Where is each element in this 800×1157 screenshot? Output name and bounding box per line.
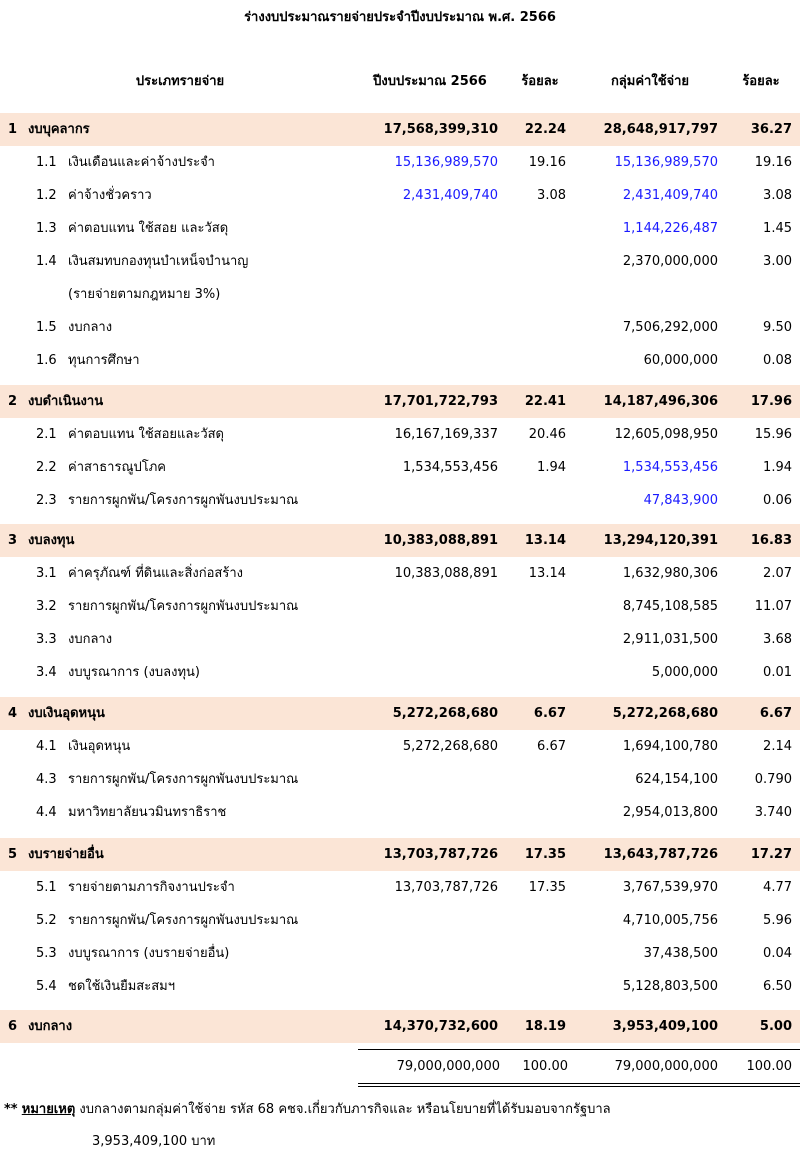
row-group-pct <box>720 278 792 311</box>
row-budget <box>340 656 498 689</box>
row-group-pct: 3.68 <box>763 632 792 647</box>
row-budget-pct <box>500 245 566 278</box>
row-index: 2 <box>8 394 18 409</box>
row-name: ทุนการศึกษา <box>68 353 140 368</box>
row-index: 3.4 <box>36 665 57 680</box>
row-group: 5,000,000 <box>651 665 718 680</box>
row-name: งบกลาง <box>68 320 113 335</box>
row-name: งบดำเนินงาน <box>28 394 104 409</box>
row-group: 14,187,496,306 <box>603 394 718 409</box>
row-budget-pct <box>500 278 566 311</box>
row-budget <box>340 311 498 344</box>
row-budget-pct <box>500 937 566 970</box>
row-budget-pct: 17.35 <box>528 880 566 895</box>
row-budget: 5,272,268,680 <box>402 739 498 754</box>
header-budget: ปีงบประมาณ 2566 <box>373 74 487 89</box>
row-budget: 5,272,268,680 <box>392 706 498 721</box>
row-budget: 16,167,169,337 <box>394 427 498 442</box>
table-row <box>0 871 800 904</box>
table-row <box>0 557 800 590</box>
row-index: 2.1 <box>36 427 57 442</box>
row-group <box>570 278 718 311</box>
row-budget <box>340 245 498 278</box>
row-budget: 10,383,088,891 <box>383 533 498 548</box>
total-group: 79,000,000,000 <box>614 1059 718 1074</box>
row-index: 4.3 <box>36 772 57 787</box>
page-title: ร่างงบประมาณรายจ่ายประจำปีงบประมาณ พ.ศ. 2566 <box>244 10 556 25</box>
row-budget-pct <box>500 484 566 517</box>
row-budget <box>340 796 498 829</box>
table-row <box>0 623 800 656</box>
row-budget-pct <box>500 212 566 245</box>
row-budget-pct <box>500 796 566 829</box>
row-group-pct: 9.50 <box>763 320 792 335</box>
row-group-pct: 11.07 <box>754 599 792 614</box>
row-group-pct: 3.00 <box>763 254 792 269</box>
row-group-pct: 6.50 <box>763 979 792 994</box>
row-budget: 17,701,722,793 <box>383 394 498 409</box>
row-budget <box>340 590 498 623</box>
row-group: 37,438,500 <box>643 946 718 961</box>
row-index: 4.4 <box>36 805 57 820</box>
row-budget-pct <box>500 311 566 344</box>
total-budget: 79,000,000,000 <box>396 1059 500 1074</box>
row-name: รายการผูกพัน/โครงการผูกพันงบประมาณ <box>68 493 299 508</box>
row-group: 2,911,031,500 <box>622 632 718 647</box>
row-group-pct: 17.96 <box>750 394 792 409</box>
row-budget-pct <box>500 763 566 796</box>
table-row <box>0 763 800 796</box>
row-group-pct: 0.06 <box>763 493 792 508</box>
row-name: งบเงินอุดหนุน <box>28 706 105 721</box>
row-name: มหาวิทยาลัยนวมินทราธิราช <box>68 805 227 820</box>
row-group: 2,431,409,740 <box>622 188 718 203</box>
row-budget <box>340 212 498 245</box>
row-budget: 15,136,989,570 <box>394 155 498 170</box>
row-group-pct: 15.96 <box>754 427 792 442</box>
row-group: 4,710,005,756 <box>622 913 718 928</box>
row-index: 5.3 <box>36 946 57 961</box>
total-group-pct: 100.00 <box>746 1059 792 1074</box>
row-group: 1,534,553,456 <box>622 460 718 475</box>
row-budget <box>340 937 498 970</box>
row-name: เงินสมทบกองทุนบำเหน็จบำนาญ <box>68 254 249 269</box>
total-budget-pct: 100.00 <box>522 1059 568 1074</box>
row-group-pct: 19.16 <box>754 155 792 170</box>
row-group-pct: 2.14 <box>763 739 792 754</box>
row-group-pct: 16.83 <box>750 533 792 548</box>
row-budget-pct <box>500 623 566 656</box>
table-row <box>0 278 800 311</box>
row-budget-pct: 17.35 <box>524 847 566 862</box>
category-row <box>0 385 800 418</box>
row-budget-pct: 22.41 <box>524 394 566 409</box>
row-budget: 14,370,732,600 <box>383 1019 498 1034</box>
row-group-pct: 17.27 <box>750 847 792 862</box>
table-row <box>0 970 800 1003</box>
row-name: งบกลาง <box>28 1019 73 1034</box>
row-budget-pct <box>500 970 566 1003</box>
row-budget-pct: 13.14 <box>528 566 566 581</box>
table-row <box>0 179 800 212</box>
table-row <box>0 730 800 763</box>
row-index: 3.1 <box>36 566 57 581</box>
row-index: 1.5 <box>36 320 57 335</box>
row-budget-pct: 1.94 <box>537 460 566 475</box>
row-group-pct: 0.08 <box>763 353 792 368</box>
row-budget-pct <box>500 904 566 937</box>
row-name: งบบูรณาการ (งบรายจ่ายอื่น) <box>68 946 230 961</box>
row-index: 1.2 <box>36 188 57 203</box>
table-row <box>0 146 800 179</box>
row-budget-pct: 3.08 <box>537 188 566 203</box>
row-name: รายการผูกพัน/โครงการผูกพันงบประมาณ <box>68 599 299 614</box>
row-name: งบบุคลากร <box>28 122 90 137</box>
row-name: ค่าตอบแทน ใช้สอย และวัสดุ <box>68 221 229 236</box>
row-group: 28,648,917,797 <box>603 122 718 137</box>
category-row <box>0 524 800 557</box>
footnote-label: หมายเหตุ <box>21 1102 76 1117</box>
row-budget <box>340 484 498 517</box>
row-name: ชดใช้เงินยืมสะสมฯ <box>68 979 176 994</box>
table-row <box>0 904 800 937</box>
header-type: ประเภทรายจ่าย <box>135 74 225 89</box>
row-index: 4 <box>8 706 18 721</box>
row-group-pct: 0.790 <box>754 772 792 787</box>
table-row <box>0 418 800 451</box>
row-group: 12,605,098,950 <box>614 427 718 442</box>
row-budget-pct <box>500 344 566 377</box>
row-index: 1.6 <box>36 353 57 368</box>
row-group-pct: 5.00 <box>759 1019 792 1034</box>
row-group: 60,000,000 <box>643 353 718 368</box>
category-row <box>0 1010 800 1043</box>
row-group: 8,745,108,585 <box>622 599 718 614</box>
table-row <box>0 451 800 484</box>
total-top-rule <box>358 1049 800 1050</box>
table-row <box>0 311 800 344</box>
row-index: 1.3 <box>36 221 57 236</box>
row-budget <box>340 904 498 937</box>
row-index: 1.4 <box>36 254 57 269</box>
row-index: 5.4 <box>36 979 57 994</box>
row-budget-pct: 19.16 <box>528 155 566 170</box>
row-index: 5.1 <box>36 880 57 895</box>
row-index: 3.3 <box>36 632 57 647</box>
row-group: 1,694,100,780 <box>622 739 718 754</box>
table-row <box>0 484 800 517</box>
header-group-pct: ร้อยละ <box>742 74 780 89</box>
table-row <box>0 656 800 689</box>
row-name: รายจ่ายตามภารกิจงานประจำ <box>68 880 235 895</box>
row-group: 3,953,409,100 <box>612 1019 718 1034</box>
row-index: 1 <box>8 122 18 137</box>
row-group: 13,294,120,391 <box>603 533 718 548</box>
row-name: ค่าสาธารณูปโภค <box>68 460 167 475</box>
row-name: ค่าครุภัณฑ์ ที่ดินและสิ่งก่อสร้าง <box>68 566 243 581</box>
row-budget <box>340 344 498 377</box>
row-budget <box>340 623 498 656</box>
row-group-pct: 0.04 <box>763 946 792 961</box>
row-budget: 13,703,787,726 <box>383 847 498 862</box>
row-name: งบรายจ่ายอื่น <box>28 847 104 862</box>
row-group: 15,136,989,570 <box>614 155 718 170</box>
total-double-rule-1 <box>358 1083 800 1084</box>
row-budget <box>340 763 498 796</box>
row-group-pct: 4.77 <box>763 880 792 895</box>
footnote-marker: ** <box>4 1102 18 1117</box>
category-row <box>0 697 800 730</box>
row-index: 4.1 <box>36 739 57 754</box>
row-group-pct: 5.96 <box>763 913 792 928</box>
table-row <box>0 937 800 970</box>
row-budget: 13,703,787,726 <box>394 880 498 895</box>
row-index: 5 <box>8 847 18 862</box>
row-name: รายการผูกพัน/โครงการผูกพันงบประมาณ <box>68 772 299 787</box>
row-group: 5,128,803,500 <box>622 979 718 994</box>
table-row <box>0 796 800 829</box>
row-group-pct: 2.07 <box>763 566 792 581</box>
row-budget-pct: 6.67 <box>533 706 566 721</box>
row-budget: 2,431,409,740 <box>402 188 498 203</box>
table-row <box>0 344 800 377</box>
table-row <box>0 590 800 623</box>
header-group: กลุ่มค่าใช้จ่าย <box>610 74 690 89</box>
table-row <box>0 212 800 245</box>
row-group: 2,370,000,000 <box>622 254 718 269</box>
footnote <box>4 1098 611 1119</box>
row-group: 7,506,292,000 <box>622 320 718 335</box>
row-budget: 17,568,399,310 <box>383 122 498 137</box>
row-index: 2.3 <box>36 493 57 508</box>
row-budget-pct: 20.46 <box>528 427 566 442</box>
row-index: 6 <box>8 1019 18 1034</box>
row-group-pct: 1.94 <box>763 460 792 475</box>
header-budget-pct: ร้อยละ <box>521 74 559 89</box>
category-row <box>0 113 800 146</box>
row-name: เงินเดือนและค่าจ้างประจำ <box>68 155 215 170</box>
total-double-rule-2 <box>358 1086 800 1087</box>
row-budget: 10,383,088,891 <box>394 566 498 581</box>
row-group: 1,632,980,306 <box>622 566 718 581</box>
row-group: 47,843,900 <box>643 493 718 508</box>
row-group: 3,767,539,970 <box>622 880 718 895</box>
row-group-pct: 1.45 <box>763 221 792 236</box>
row-group-pct: 3.08 <box>763 188 792 203</box>
row-index: 2.2 <box>36 460 57 475</box>
row-budget-pct: 18.19 <box>524 1019 566 1034</box>
row-group-pct: 6.67 <box>759 706 792 721</box>
row-group: 13,643,787,726 <box>603 847 718 862</box>
row-index: 5.2 <box>36 913 57 928</box>
row-index: 1.1 <box>36 155 57 170</box>
row-name: งบกลาง <box>68 632 113 647</box>
row-budget-pct <box>500 590 566 623</box>
row-group: 5,272,268,680 <box>612 706 718 721</box>
footnote-amount: 3,953,409,100 บาท <box>92 1134 216 1149</box>
row-budget <box>340 278 498 311</box>
row-budget <box>340 970 498 1003</box>
row-index: 3.2 <box>36 599 57 614</box>
row-name: เงินอุดหนุน <box>68 739 131 754</box>
row-name: (รายจ่ายตามกฎหมาย 3%) <box>68 287 221 302</box>
row-budget-pct: 22.24 <box>524 122 566 137</box>
row-name: งบบูรณาการ (งบลงทุน) <box>68 665 200 680</box>
row-name: งบลงทุน <box>28 533 75 548</box>
category-row <box>0 838 800 871</box>
row-budget-pct <box>500 656 566 689</box>
row-budget-pct: 13.14 <box>524 533 566 548</box>
row-group: 1,144,226,487 <box>622 221 718 236</box>
row-budget-pct: 6.67 <box>537 739 566 754</box>
row-budget: 1,534,553,456 <box>402 460 498 475</box>
row-index: 3 <box>8 533 18 548</box>
row-name: ค่าตอบแทน ใช้สอยและวัสดุ <box>68 427 224 442</box>
row-name: ค่าจ้างชั่วคราว <box>68 188 152 203</box>
footnote-text: งบกลางตามกลุ่มค่าใช้จ่าย รหัส 68 คชจ.เกี่ยวกับภารกิจและ หรือนโยบายที่ได้รับมอบจากรัฐบาล <box>79 1102 611 1117</box>
row-group: 2,954,013,800 <box>622 805 718 820</box>
row-group-pct: 0.01 <box>763 665 792 680</box>
row-group-pct: 3.740 <box>754 805 792 820</box>
row-group-pct: 36.27 <box>750 122 792 137</box>
row-group: 624,154,100 <box>635 772 718 787</box>
row-name: รายการผูกพัน/โครงการผูกพันงบประมาณ <box>68 913 299 928</box>
table-row <box>0 245 800 278</box>
